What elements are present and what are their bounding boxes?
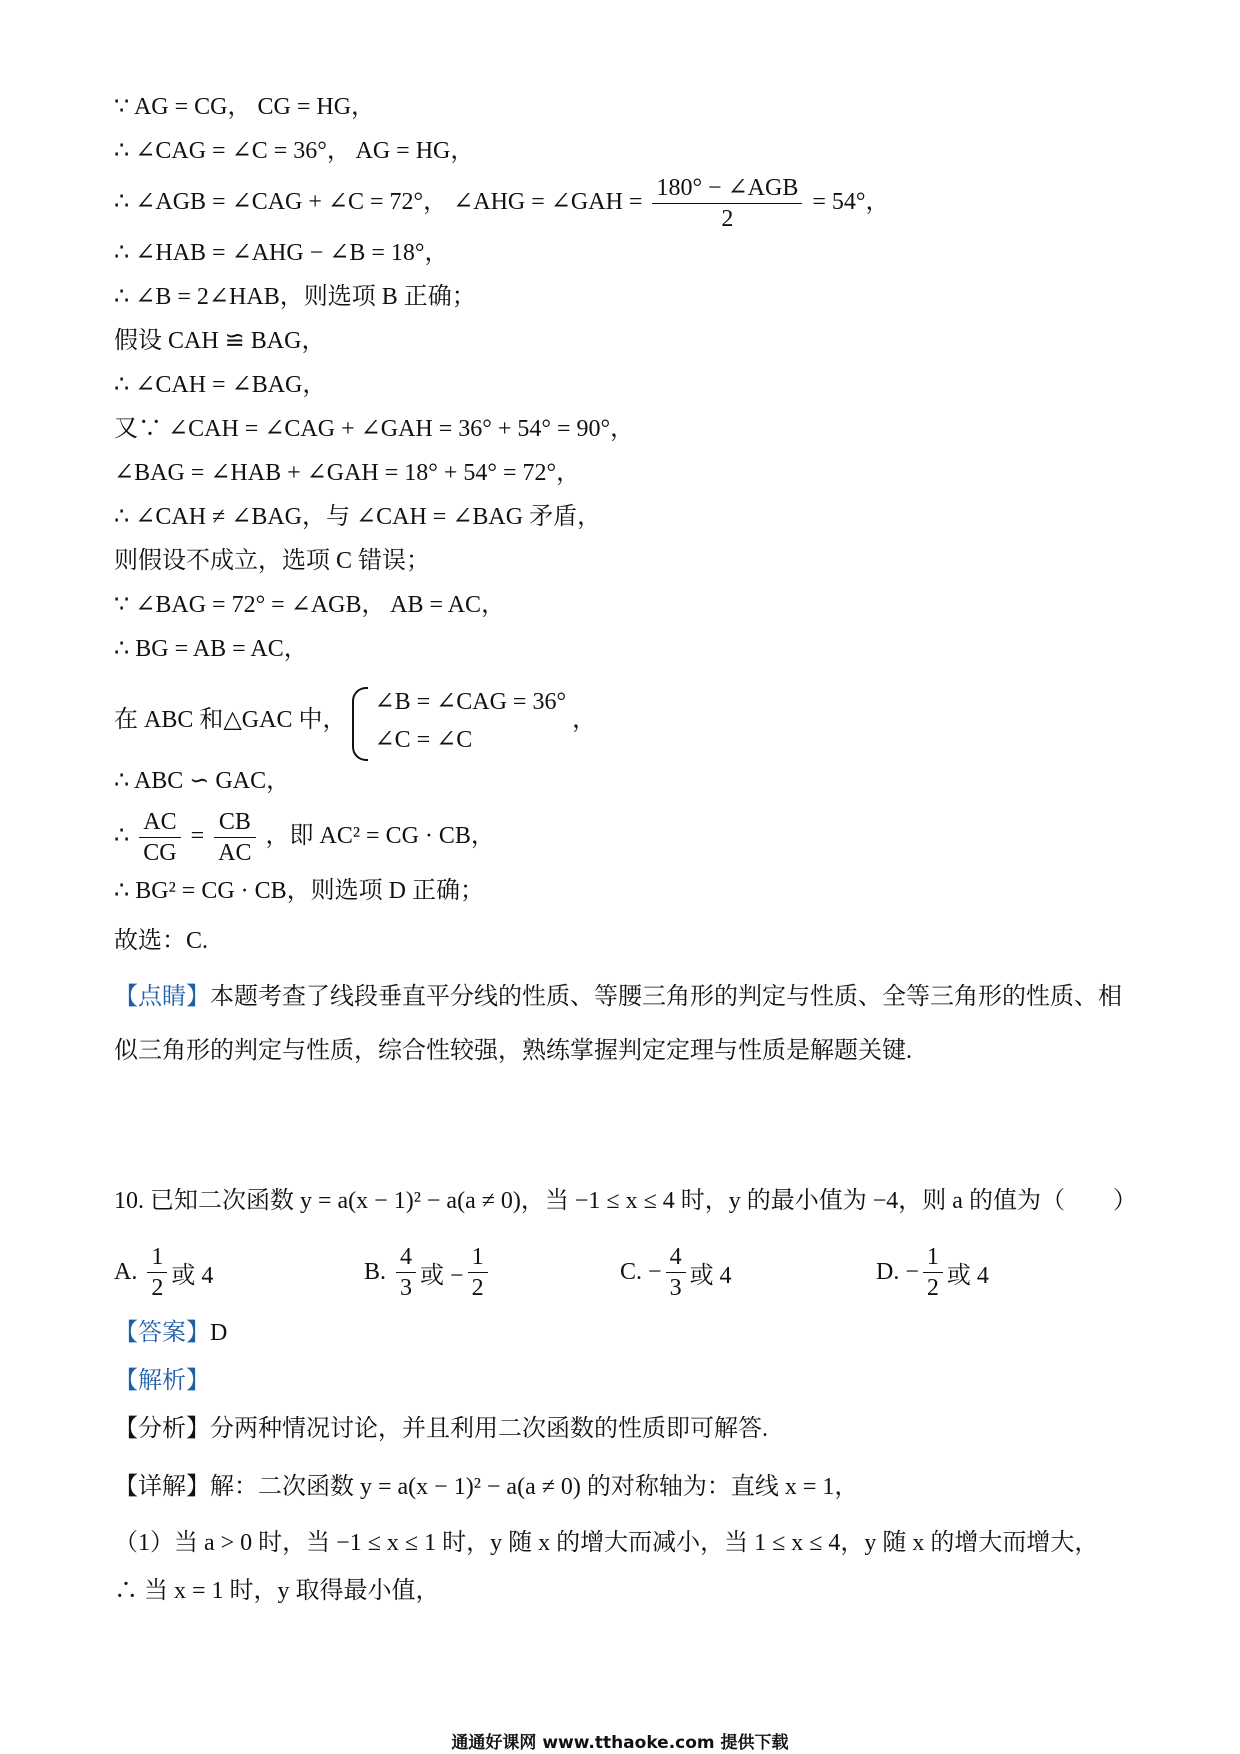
solution-line: ∠BAG = ∠HAB + ∠GAH = 18° + 54° = 72°， [114, 460, 581, 486]
solution-line: ∴ ABC ∽ GAC， [114, 768, 291, 794]
fraction [468, 1242, 488, 1303]
detail-line: ∴ 当 x = 1 时，y 取得最小值， [114, 1578, 440, 1604]
option-prefix: − [648, 1258, 662, 1285]
detail-text: 解：二次函数 y = a(x − 1)² − a(a ≠ 0) 的对称轴为：直线 x = 1， [210, 1474, 859, 1500]
analysis-line [114, 1414, 768, 1444]
system-after: ， [572, 707, 597, 733]
solution-line: 假设 CAH ≌ BAG， [114, 328, 326, 354]
fraction-denominator: AC [218, 839, 252, 866]
fraction [139, 807, 180, 868]
solution-line-text: ，即 AC² = CG · CB， [265, 823, 495, 849]
fraction-denominator: CG [143, 839, 177, 866]
answer-line [114, 1318, 227, 1348]
solution-line-with-ratio [114, 804, 495, 868]
brace-icon [352, 687, 368, 761]
option-label: A. [114, 1258, 138, 1285]
option-label: C. [620, 1258, 643, 1285]
option-d [876, 1240, 989, 1304]
fraction-numerator: 1 [468, 1242, 488, 1273]
solution-line-text: 在 ABC 和△GAC 中， [114, 707, 347, 733]
option-tail: 或 4 [946, 1262, 989, 1289]
fraction [652, 173, 802, 234]
solution-line-with-system [114, 680, 596, 760]
fraction-denominator: 3 [669, 1274, 682, 1301]
fraction-numerator: 4 [396, 1242, 416, 1273]
fraction-numerator: 1 [147, 1242, 167, 1273]
fraction [666, 1242, 686, 1303]
option-b [364, 1240, 492, 1304]
option-prefix: − [905, 1258, 919, 1285]
fraction-denominator: 2 [926, 1274, 939, 1301]
fraction-numerator: 180° − ∠AGB [652, 173, 802, 204]
fraction-denominator: 3 [400, 1274, 413, 1301]
fraction-numerator: 1 [923, 1242, 943, 1273]
option-tail: 或 − [420, 1262, 464, 1289]
solution-line: ∴ ∠CAG = ∠C = 36°， AG = HG， [114, 138, 475, 164]
conclusion-line: 故选：C. [114, 928, 209, 954]
option-a [114, 1240, 213, 1304]
solution-line: ∴ ∠CAH = ∠BAG， [114, 372, 327, 398]
fraction-denominator: 2 [151, 1274, 164, 1301]
analysis-text: 分两种情况讨论，并且利用二次函数的性质即可解答. [210, 1416, 768, 1442]
page-footer: 通通好课网 www.tthaoke.com 提供下载 [451, 1733, 789, 1753]
fraction [923, 1242, 943, 1303]
fraction-numerator: CB [214, 807, 255, 838]
system-row: ∠C = ∠C [374, 727, 473, 754]
equation-system [352, 683, 566, 759]
fraction-numerator: 4 [666, 1242, 686, 1273]
solution-line: 则假设不成立，选项 C 错误； [114, 548, 431, 574]
option-tail: 或 4 [689, 1262, 732, 1289]
analysis-label: 【分析】 [114, 1416, 210, 1442]
detail-line [114, 1472, 858, 1502]
solution-line: ∴ ∠CAH ≠ ∠BAG，与 ∠CAH = ∠BAG 矛盾， [114, 504, 602, 530]
fraction-numerator: AC [139, 807, 180, 838]
option-label: B. [364, 1258, 387, 1285]
detail-line: （1）当 a > 0 时，当 −1 ≤ x ≤ 1 时，y 随 x 的增大而减小，当 1 ≤ x ≤ 4，y 随 x 的增大而增大， [114, 1530, 1099, 1556]
answer-value: D [210, 1320, 228, 1346]
solution-line: ∵ ∠BAG = 72° = ∠AGB， AB = AC， [114, 592, 506, 618]
answer-tag: 【答案】 [114, 1320, 210, 1346]
solution-line-with-fraction [114, 172, 890, 234]
solution-line: 又∵ ∠CAH = ∠CAG + ∠GAH = 36° + 54° = 90°， [114, 416, 635, 442]
fraction [147, 1242, 167, 1303]
option-label: D. [876, 1258, 900, 1285]
fraction-denominator: 2 [471, 1274, 484, 1301]
comment-text: 本题考查了线段垂直平分线的性质、等腰三角形的判定与性质、全等三角形的性质、相似三角形的判定与性质，综合性较强，熟练掌握判定定理与性质是解题关键. [114, 984, 1122, 1064]
question-options [114, 1240, 1124, 1304]
fraction-denominator: 2 [721, 205, 734, 232]
comment-paragraph [114, 970, 1124, 1078]
comment-tag: 【点睛】 [114, 984, 210, 1010]
analysis-tag: 【解析】 [114, 1368, 210, 1394]
question-stem: 10. 已知二次函数 y = a(x − 1)² − a(a ≠ 0)，当 −1 ≤ x ≤ 4 时，y 的最小值为 −4，则 a 的值为（ ） [114, 1188, 1137, 1214]
fraction [214, 807, 255, 868]
analysis-heading [114, 1366, 210, 1396]
fraction [396, 1242, 416, 1303]
detail-label: 【详解】 [114, 1474, 210, 1500]
option-c [620, 1240, 732, 1304]
ratio-equals: = [190, 823, 205, 849]
solution-line: ∴ ∠HAB = ∠AHG − ∠B = 18°， [114, 240, 449, 266]
solution-line-text: ∴ ∠AGB = ∠CAG + ∠C = 72°， ∠AHG = ∠GAH = [114, 189, 643, 215]
solution-line: ∴ ∠B = 2∠HAB，则选项 B 正确； [114, 284, 476, 310]
system-row: ∠B = ∠CAG = 36° [374, 689, 567, 716]
ratio-lead: ∴ [114, 823, 130, 849]
solution-line: ∴ BG² = CG · CB，则选项 D 正确； [114, 878, 485, 904]
fraction-after: = 54°， [812, 189, 890, 215]
solution-line: ∵ AG = CG， CG = HG， [114, 94, 376, 120]
solution-line: ∴ BG = AB = AC， [114, 636, 308, 662]
option-tail: 或 4 [171, 1262, 214, 1289]
